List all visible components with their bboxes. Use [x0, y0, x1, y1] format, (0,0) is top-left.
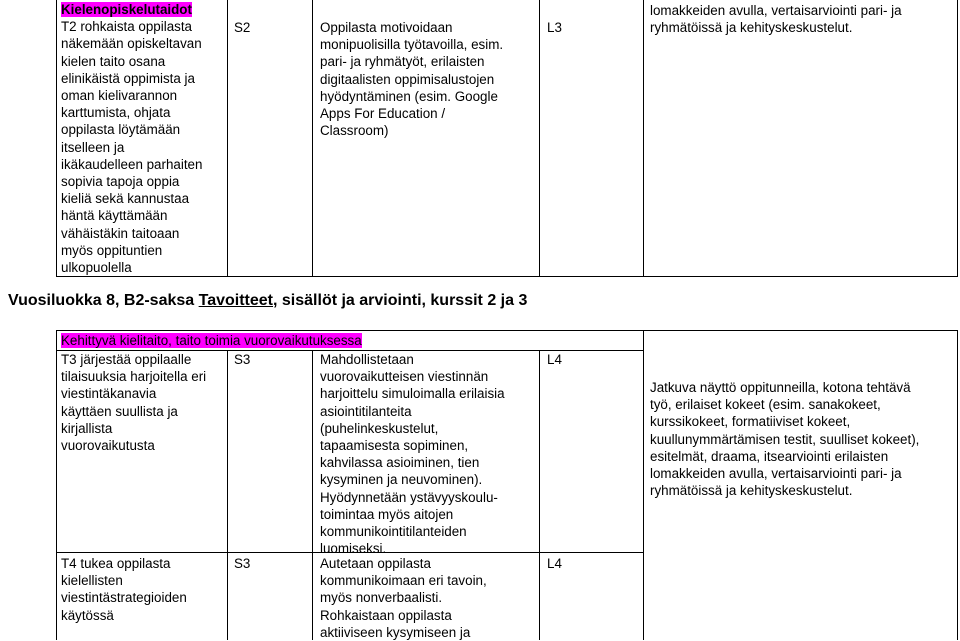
goal-line: ulkopuolella — [61, 260, 132, 276]
content-cell-s3-row1 — [320, 351, 538, 557]
category-highlight: Kehittyvä kielitaito, taito toimia vuorovaikutuksessa — [61, 333, 362, 348]
goal-line: käyttäen suullista ja — [61, 403, 178, 419]
content-line: Rohkaistaan oppilasta — [320, 607, 452, 623]
content-line: asiointitilanteita — [320, 403, 412, 419]
table2-border-top — [56, 330, 958, 331]
content-line: kahvilassa asioiminen, tien — [320, 455, 480, 471]
content-line: luomiseksi. — [320, 541, 387, 557]
goal-line: häntä käyttämään — [61, 208, 168, 224]
assessment-line: ryhmätöissä ja kehityskeskustelut. — [650, 483, 853, 499]
section-heading — [8, 292, 527, 310]
content-line: pari- ja ryhmätyöt, erilaisten — [320, 54, 485, 70]
assessment-line: työ, erilaiset kokeet (esim. sanakokeet, — [650, 397, 881, 413]
assessment-line: ryhmätöissä ja kehityskeskustelut. — [650, 20, 853, 36]
assessment-line: Jatkuva näyttö oppitunneilla, kotona tehtävä — [650, 380, 911, 395]
content-line: Mahdollistetaan — [320, 352, 414, 367]
table1-border-level — [643, 0, 644, 277]
heading-suffix: , sisällöt ja arviointi, kurssit 2 ja 3 — [273, 292, 528, 309]
level-code: L3 — [547, 20, 562, 35]
goal-line: ikäkaudelleen parhaiten — [61, 156, 203, 172]
goal-line: viestintäkanavia — [61, 386, 157, 402]
content-line: hyödyntäminen (esim. Google — [320, 88, 498, 104]
level-code: L4 — [547, 556, 562, 571]
table2-border-left — [56, 330, 57, 640]
goal-line: oppilasta löytämään — [61, 122, 181, 138]
content-line: Apps For Education / — [320, 106, 446, 122]
content-line: kysyminen ja neuvominen). — [320, 472, 483, 488]
content-line: kommunikoimaan eri tavoin, — [320, 573, 487, 589]
goal-line: karttumista, ohjata — [61, 105, 171, 121]
goal-line: kirjallista — [61, 420, 113, 436]
category-highlight: Kielenopiskelutaidot — [61, 2, 192, 17]
content-line: monipuolisilla työtavoilla, esim. — [320, 37, 504, 53]
goal-line: T4 tukea oppilasta — [61, 556, 171, 571]
content-line: digitaalisten oppimisalustojen — [320, 71, 495, 87]
table1-border-left — [56, 0, 57, 277]
content-line: vuorovaikutteisen viestinnän — [320, 369, 489, 385]
assessment-line: lomakkeiden avulla, vertaisarviointi pari- ja — [650, 466, 902, 482]
table1-border-goal — [227, 0, 228, 277]
goal-line: vuorovaikutusta — [61, 438, 155, 454]
content-line: Oppilasta motivoidaan — [320, 20, 453, 35]
content-cell-s2 — [320, 19, 538, 139]
goal-cell-t4 — [61, 555, 226, 624]
assessment-line: lomakkeiden avulla, vertaisarviointi pari- ja — [650, 3, 902, 18]
content-line: tapaamisesta sopiminen, — [320, 438, 469, 454]
goal-line: kieliä sekä kannustaa — [61, 191, 190, 207]
table1-border-code — [312, 0, 313, 277]
content-line: myös nonverbaalisti. — [320, 590, 443, 606]
assessment-cell — [650, 2, 955, 36]
goal-line: elinikäistä oppimista ja — [61, 70, 195, 86]
goal-line: oman kielivarannon — [61, 88, 178, 104]
goal-line: T3 järjestää oppilaalle — [61, 352, 192, 367]
content-line: harjoittelu simuloimalla erilaisia — [320, 386, 505, 402]
table2-border-content — [539, 350, 540, 640]
goal-line: vähäistäkin taitoaan — [61, 225, 180, 241]
goal-line: tilaisuuksia harjoitella eri — [61, 369, 207, 385]
table1-border-right — [957, 0, 958, 277]
category-highlight-row — [61, 332, 362, 349]
table2-border-right — [957, 330, 958, 640]
content-line: aktiiviseen kysymiseen ja — [320, 624, 471, 640]
table2-border-level — [643, 330, 644, 640]
level-code: L4 — [547, 352, 562, 367]
content-line: Hyödynnetään ystävyyskoulu- — [320, 489, 498, 505]
content-line: Classroom) — [320, 123, 389, 139]
assessment-cell — [650, 379, 955, 499]
heading-prefix: Vuosiluokka 8, B2-saksa — [8, 292, 195, 309]
goal-line: näkemään opiskeltavan — [61, 36, 202, 52]
table2-border-code — [312, 350, 313, 640]
table2-border-goal — [227, 350, 228, 640]
content-line: toimintaa myös aitojen — [320, 506, 454, 522]
assessment-line: kurssikokeet, formatiiviset kokeet, — [650, 414, 851, 430]
heading-underlined: Tavoitteet — [198, 292, 274, 309]
content-code: S3 — [234, 556, 251, 571]
goal-line: kielen taito osana — [61, 53, 166, 69]
goal-line: kielellisten — [61, 573, 123, 589]
content-code: S3 — [234, 352, 251, 367]
content-line: (puhelinkeskustelut, — [320, 420, 439, 436]
content-line: kommunikointitilanteiden — [320, 524, 467, 540]
content-line: Autetaan oppilasta — [320, 556, 431, 571]
goal-cell-t3 — [61, 351, 226, 454]
goal-cell-t2 — [61, 1, 226, 276]
goal-line: viestintästrategioiden — [61, 590, 187, 606]
goal-line: itselleen ja — [61, 139, 125, 155]
table1-border-content — [539, 0, 540, 277]
goal-line: sopivia tapoja oppia — [61, 174, 180, 190]
goal-line: myös oppituntien — [61, 242, 163, 258]
goal-line: käytössä — [61, 607, 114, 623]
content-code: S2 — [234, 20, 251, 35]
content-cell-s3-row2 — [320, 555, 538, 641]
assessment-line: esitelmät, draama, itsearviointi erilaisten — [650, 448, 889, 464]
goal-line: T2 rohkaista oppilasta — [61, 19, 193, 35]
assessment-line: kuullunymmärtämisen testit, suulliset kokeet), — [650, 431, 920, 447]
